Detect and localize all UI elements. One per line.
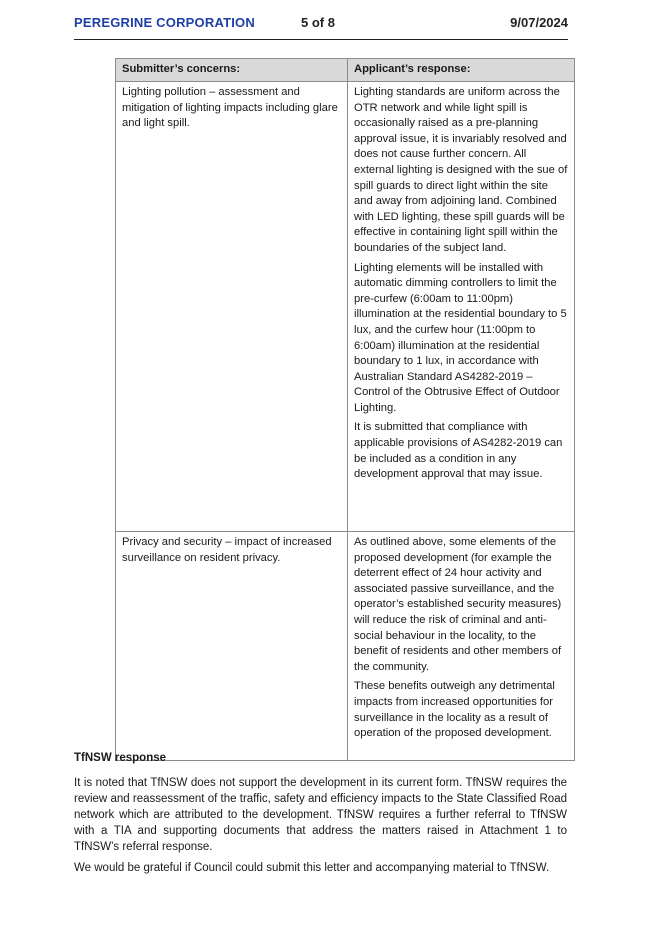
- body-paragraph: We would be grateful if Council could submit this letter and accompanying material to TfNSW.: [74, 862, 550, 874]
- concern-cell: [116, 82, 348, 532]
- table-row: [116, 532, 575, 761]
- column-header-concerns: Submitter’s concerns:: [116, 59, 348, 82]
- response-cell: [348, 532, 575, 761]
- table-row: [116, 82, 575, 532]
- response-paragraph: Lighting standards are uniform across the OTR network and while light spill is occasionally raised as a pre-planning approval issue, it is invariably resolved and does not cause further concern. All external lighting is designed with the sue of spill guards to direct light within the site and away from adjoining land. Combined with LED lighting, these spill guards will be effective in containing light spill within the boundaries of the subject land.: [354, 86, 568, 254]
- response-paragraph: Lighting elements will be installed with automatic dimming controllers to limit the pre-curfew (6:00am to 11:00pm) illumination at the residential boundary to 5 lux, and the curfew hour (11:00pm to 6:00am) illumination at the residential boundary to 1 lux, in accordance with Australian Standard AS4282-2019 – Control of the Obtrusive Effect of Outdoor Lighting.: [354, 261, 567, 414]
- concern-text: Lighting pollution – assessment and mitigation of lighting impacts including glare and light spill.: [122, 86, 338, 130]
- column-header-response: Applicant’s response:: [348, 59, 575, 82]
- response-cell: [348, 82, 575, 532]
- page-header: [74, 13, 568, 35]
- company-name: PEREGRINE CORPORATION: [74, 15, 255, 30]
- page-number: 5 of 8: [301, 15, 335, 30]
- document-date: 9/07/2024: [510, 15, 568, 30]
- concern-cell: [116, 532, 348, 761]
- header-divider: [74, 39, 568, 40]
- response-paragraph: It is submitted that compliance with applicable provisions of AS4282-2019 can be included as a condition in any development approval that may issue.: [354, 421, 563, 481]
- concerns-table: [115, 58, 575, 761]
- concern-text: Privacy and security – impact of increased surveillance on resident privacy.: [122, 536, 332, 564]
- table-header-row: [116, 59, 575, 82]
- response-paragraph: These benefits outweigh any detrimental impacts from increased opportunities for surveillance in the locality as a result of operation of the proposed development.: [354, 680, 555, 740]
- response-paragraph: As outlined above, some elements of the proposed development (for example the deterrent effect of 24 hour activity and associated passive surveillance, and the operator’s established security measures) will reduce the risk of criminal and anti-social behaviour in the locality, to the benefit of residents and other members of the community.: [354, 536, 562, 673]
- section-heading: TfNSW response: [74, 752, 167, 764]
- body-paragraph: It is noted that TfNSW does not support the development in its current form. TfNSW requires the review and reassessment of the traffic, safety and efficiency impacts to the State Classified Road network which are attributed to the development. TfNSW requires a further referral to TfNSW with a TIA and supporting documents that address the matters raised in Attachment 1 to TfNSW’s referral response.: [74, 777, 567, 853]
